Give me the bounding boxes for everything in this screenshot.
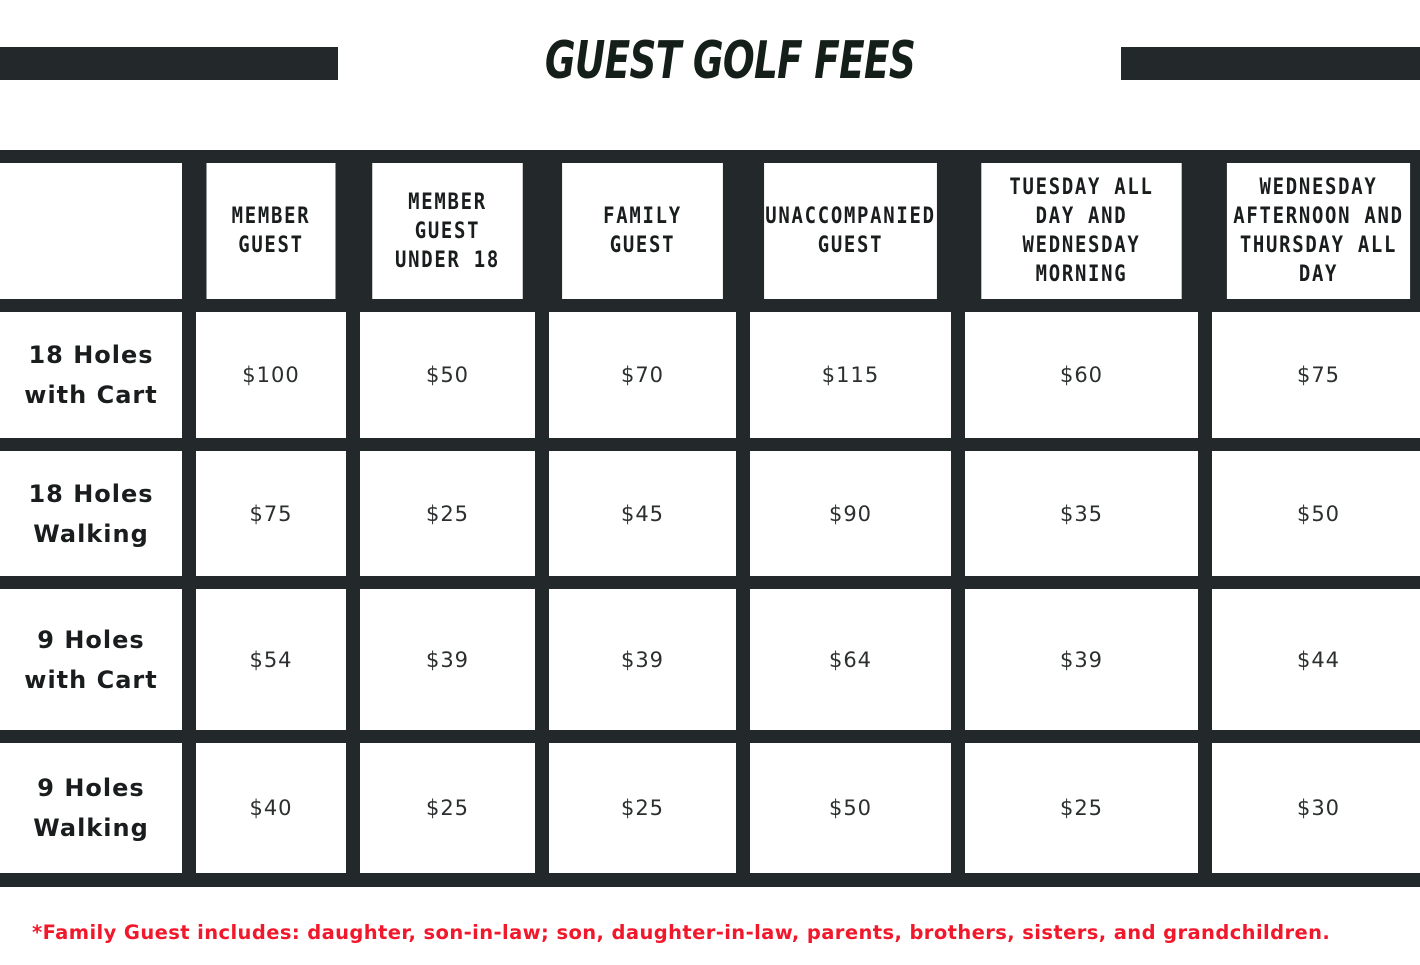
row-header-line: with Cart bbox=[24, 665, 158, 694]
price-cell: $39 bbox=[549, 589, 736, 730]
row-header-18-holes-walking bbox=[0, 451, 182, 576]
price-cell: $100 bbox=[196, 312, 346, 438]
row-header-line: 9 Holes bbox=[37, 774, 145, 802]
row-header-line: 18 Holes bbox=[28, 479, 154, 508]
column-header-member-guest-under-18: MEMBER GUEST UNDER 18 bbox=[372, 163, 523, 299]
family-guest-footnote: *Family Guest includes: daughter, son-in-law; son, daughter-in-law, parents, brothers, sisters, and grandchildren. bbox=[32, 921, 1331, 944]
price-cell: $39 bbox=[965, 589, 1198, 730]
price-cell: $50 bbox=[360, 312, 535, 438]
row-header-line: Walking bbox=[33, 519, 149, 548]
price-cell: $25 bbox=[965, 743, 1198, 873]
row-header-line: 18 Holes bbox=[28, 341, 154, 369]
title-decor-bar-left bbox=[0, 47, 338, 80]
price-cell: $45 bbox=[549, 451, 736, 576]
price-cell: $115 bbox=[750, 312, 951, 438]
price-cell: $70 bbox=[549, 312, 736, 438]
column-header-family-guest: FAMILY GUEST bbox=[562, 163, 723, 299]
price-cell: $35 bbox=[965, 451, 1198, 576]
column-header-member-guest: MEMBER GUEST bbox=[207, 163, 336, 299]
table-corner-cell bbox=[0, 163, 182, 299]
row-header-line: 9 Holes bbox=[37, 625, 145, 654]
price-cell: $75 bbox=[1212, 312, 1420, 438]
price-cell: $50 bbox=[750, 743, 951, 873]
price-cell: $25 bbox=[360, 743, 535, 873]
price-cell: $90 bbox=[750, 451, 951, 576]
price-cell: $50 bbox=[1212, 451, 1420, 576]
column-header-wednesday-afternoon-thursday: WEDNESDAY AFTERNOON AND THURSDAY ALL DAY bbox=[1227, 163, 1410, 299]
fees-table bbox=[0, 150, 1420, 887]
price-cell: $25 bbox=[360, 451, 535, 576]
row-header-18-holes-cart bbox=[0, 312, 182, 438]
price-cell: $54 bbox=[196, 589, 346, 730]
row-header-9-holes-walking bbox=[0, 743, 182, 873]
column-header-tuesday-wednesday-morning: TUESDAY ALL DAY AND WEDNESDAY MORNING bbox=[981, 163, 1181, 299]
price-cell: $64 bbox=[750, 589, 951, 730]
price-cell: $39 bbox=[360, 589, 535, 730]
price-cell: $40 bbox=[196, 743, 346, 873]
row-header-line: Walking bbox=[33, 814, 149, 842]
price-cell: $75 bbox=[196, 451, 346, 576]
price-cell: $44 bbox=[1212, 589, 1420, 730]
price-cell: $30 bbox=[1212, 743, 1420, 873]
page-title: GUEST GOLF FEES bbox=[544, 31, 916, 91]
price-cell: $25 bbox=[549, 743, 736, 873]
column-header-unaccompanied-guest: UNACCOMPANIED GUEST bbox=[764, 163, 937, 299]
row-header-line: with Cart bbox=[24, 381, 158, 409]
title-decor-bar-right bbox=[1121, 47, 1420, 80]
price-cell: $60 bbox=[965, 312, 1198, 438]
row-header-9-holes-cart bbox=[0, 589, 182, 730]
